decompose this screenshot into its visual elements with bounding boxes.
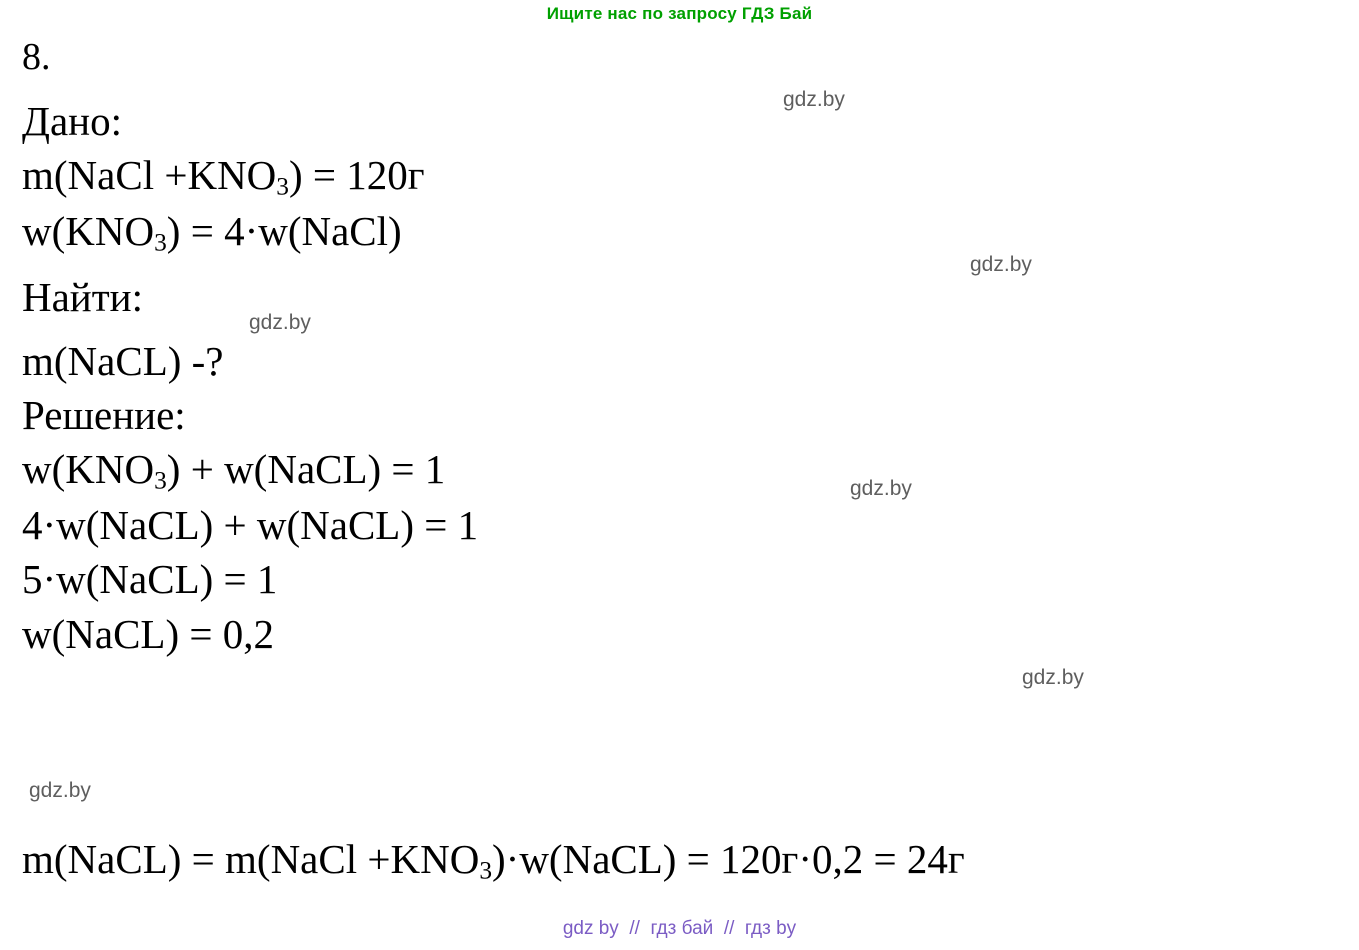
solution-line-2: 4·w(NaCL) + w(NaCL) = 1 [22,502,479,549]
find-line: m(NaCL) -? [22,337,224,384]
watermark: gdz.by [783,88,845,111]
given-line-1: m(NaCl $+KNO_3) = 120г$ [22,151,425,201]
task-number: 8. [22,36,51,78]
watermark: gdz.by [249,311,311,334]
find-label: Найти: [22,273,143,320]
subscript-3: 3 [276,172,289,201]
final-answer-line: m(NaCL) = m(NaCl $+KNO_3)\cdot w(NaCL) = 120г\cdot 0,2 = 24г$ [22,836,965,885]
spacer [22,84,1322,94]
watermark: gdz.by [1022,666,1084,689]
solution-line-4: w(NaCL) = 0,2 [22,610,274,657]
subscript-3: 3 [154,466,167,495]
subscript-3: 3 [154,228,167,257]
watermark: gdz.by [29,779,91,802]
given-label: Дано: [22,97,122,144]
spacer [22,260,1322,270]
solution-line-1: $w(KNO_3)$ + w(NaCL) = 1 [22,446,446,495]
watermark: gdz.by [970,253,1032,276]
solution-body [22,34,1322,661]
top-promo-banner: Ищите нас по запросу ГДЗ Бай [546,4,813,23]
watermark: gdz.by [850,477,912,500]
bottom-promo-banner: gdz by // гдз бай // гдз by [562,918,797,939]
solution-line-3: 5·w(NaCL) = 1 [22,556,278,603]
spacer [22,324,1322,334]
subscript-3: 3 [479,856,493,885]
solution-label: Решение: [22,392,186,439]
given-line-2: $w(KNO_3)$ = 4·w(NaCl) [22,207,402,257]
